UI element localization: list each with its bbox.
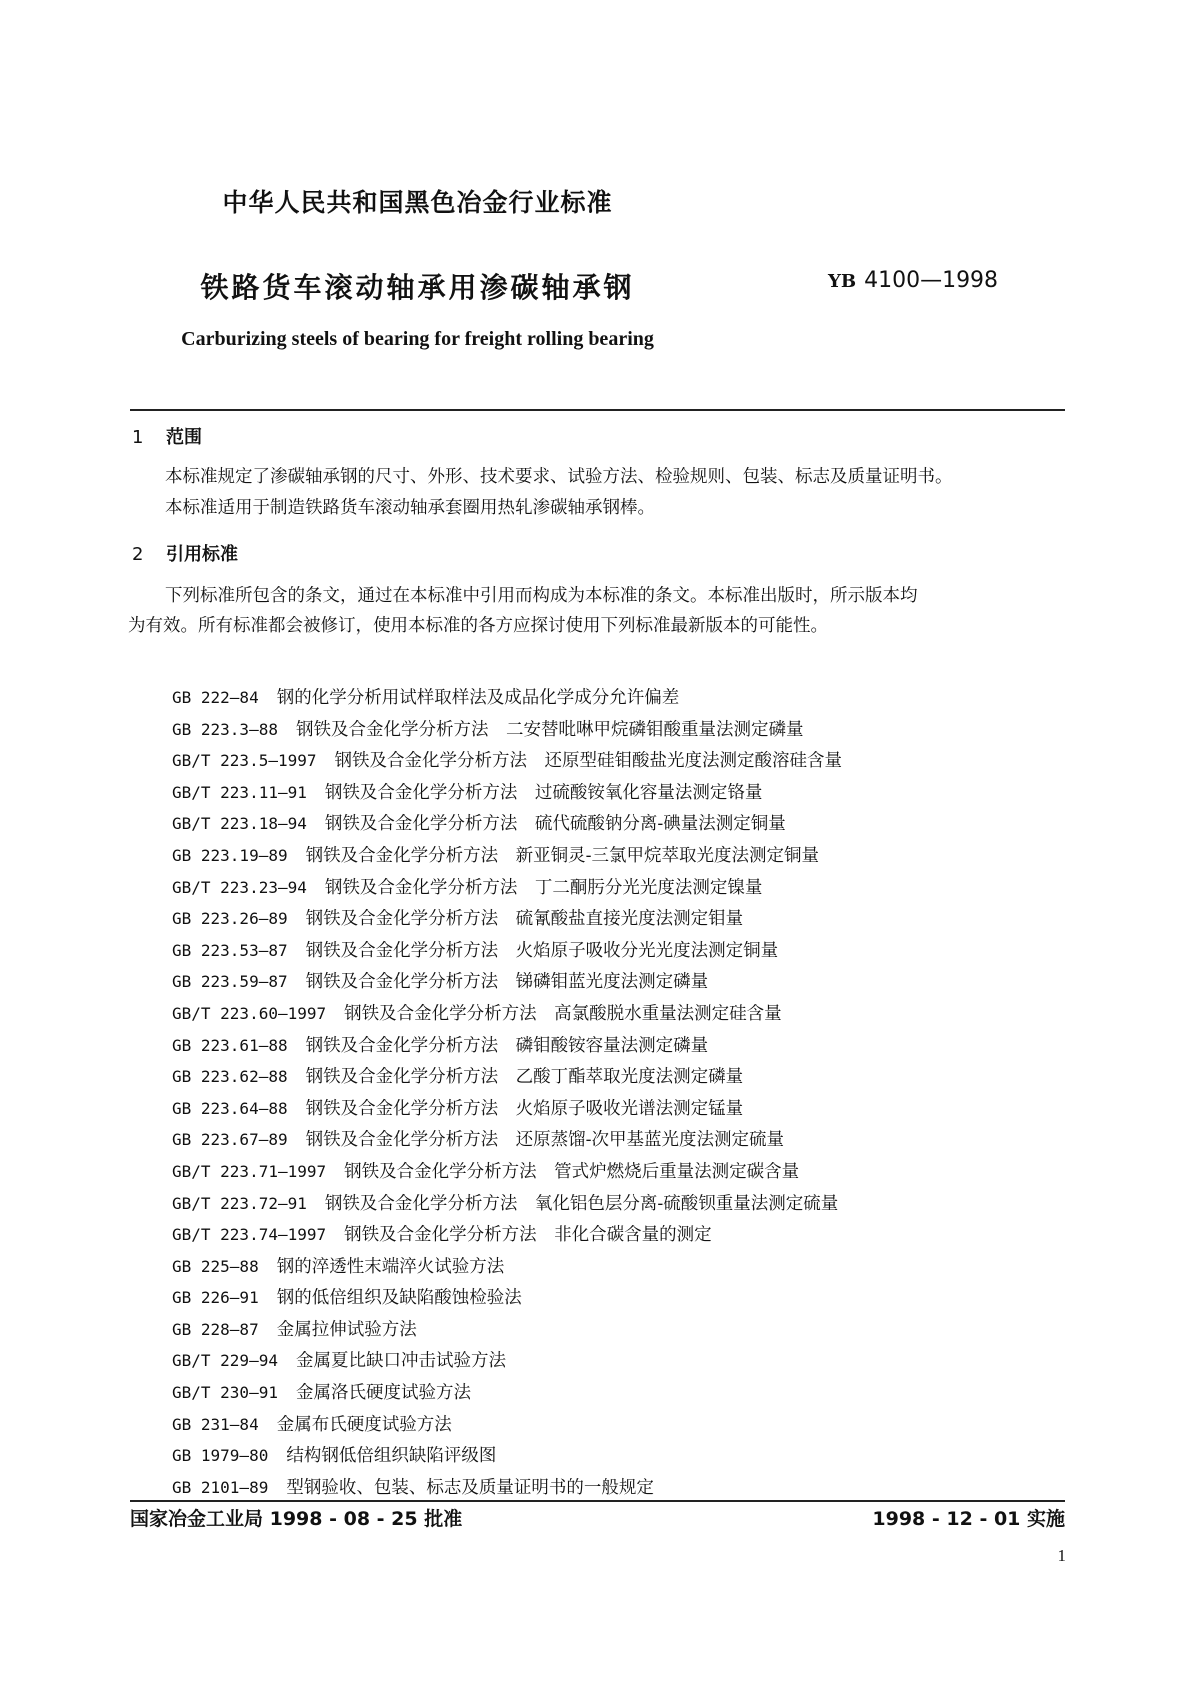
- reference-title: 钢铁及合金化学分析方法 还原蒸馏-次甲基蓝光度法测定硫量: [305, 1130, 785, 1151]
- reference-item: [172, 808, 842, 840]
- reference-title: 钢铁及合金化学分析方法 新亚铜灵-三氯甲烷萃取光度法测定铜量: [305, 845, 820, 866]
- reference-code: GB 223.67—89: [172, 1130, 288, 1150]
- reference-title: 钢铁及合金化学分析方法 管式炉燃烧后重量法测定碳含量: [344, 1161, 800, 1182]
- reference-item: [172, 903, 842, 935]
- reference-title: 钢铁及合金化学分析方法 磷钼酸铵容量法测定磷量: [305, 1035, 709, 1056]
- reference-title: 金属拉伸试验方法: [276, 1319, 417, 1340]
- doc-title: 铁路货车滚动轴承用渗碳轴承钢: [200, 271, 635, 304]
- reference-code: GB 228—87: [172, 1319, 259, 1339]
- reference-title: 型钢验收、包装、标志及质量证明书的一般规定: [286, 1477, 654, 1498]
- references-intro-line-1: 下列标准所包含的条文，通过在本标准中引用而构成为本标准的条文。本标准出版时，所示版本均: [165, 586, 918, 606]
- reference-title: 钢铁及合金化学分析方法 丁二酮肟分光光度法测定镍量: [324, 877, 763, 898]
- reference-item: [172, 1409, 842, 1441]
- reference-title: 钢铁及合金化学分析方法 火焰原子吸收光谱法测定锰量: [305, 1098, 744, 1119]
- reference-code: GB/T 223.72—91: [172, 1193, 307, 1213]
- reference-title: 钢铁及合金化学分析方法 火焰原子吸收分光光度法测定铜量: [305, 940, 779, 961]
- reference-item: [172, 998, 842, 1030]
- section-number: 2: [132, 544, 144, 565]
- reference-title: 钢铁及合金化学分析方法 过硫酸铵氧化容量法测定铬量: [324, 782, 763, 803]
- reference-title: 钢铁及合金化学分析方法 二安替吡啉甲烷磷钼酸重量法测定磷量: [295, 719, 804, 740]
- reference-code: GB 223.61—88: [172, 1035, 288, 1055]
- section-heading-scope: [132, 423, 202, 449]
- reference-title: 结构钢低倍组织缺陷评级图: [286, 1446, 497, 1467]
- section-title: 范围: [166, 427, 202, 448]
- org-title: 中华人民共和国黑色冶金行业标准: [222, 188, 613, 217]
- scope-paragraph-2: 本标准适用于制造铁路货车滚动轴承套圈用热轧渗碳轴承钢棒。: [165, 498, 655, 518]
- reference-title: 钢的淬透性末端淬火试验方法: [276, 1256, 505, 1277]
- reference-item: [172, 745, 842, 777]
- reference-item: [172, 1219, 842, 1251]
- reference-item: [172, 682, 842, 714]
- reference-list: [172, 682, 842, 1503]
- reference-item: [172, 1251, 842, 1283]
- reference-item: [172, 1314, 842, 1346]
- english-title: Carburizing steels of bearing for freight rolling bearing: [181, 328, 654, 350]
- reference-code: GB/T 223.5—1997: [172, 751, 317, 771]
- reference-code: GB/T 223.74—1997: [172, 1225, 327, 1245]
- section-number: 1: [132, 427, 144, 448]
- reference-code: GB/T 223.23—94: [172, 877, 307, 897]
- reference-code: GB 225—88: [172, 1256, 259, 1276]
- section-title: 引用标准: [166, 544, 238, 565]
- reference-code: GB 223.64—88: [172, 1098, 288, 1118]
- implementation-date: 1998 - 12 - 01 实施: [872, 1508, 1065, 1530]
- standard-prefix: YB: [828, 271, 857, 292]
- reference-code: GB 226—91: [172, 1288, 259, 1308]
- footer-divider: [130, 1500, 1065, 1502]
- reference-title: 钢的化学分析用试样取样法及成品化学成分允许偏差: [276, 688, 680, 708]
- reference-code: GB/T 223.18—94: [172, 814, 307, 834]
- reference-item: [172, 1377, 842, 1409]
- reference-title: 钢铁及合金化学分析方法 还原型硅钼酸盐光度法测定酸溶硅含量: [334, 751, 842, 772]
- references-intro-line-2: 为有效。所有标准都会被修订，使用本标准的各方应探讨使用下列标准最新版本的可能性。: [128, 616, 828, 636]
- reference-item: [172, 1093, 842, 1125]
- reference-title: 钢的低倍组织及缺陷酸蚀检验法: [276, 1288, 522, 1309]
- reference-title: 钢铁及合金化学分析方法 氧化铝色层分离-硫酸钡重量法测定硫量: [324, 1193, 839, 1214]
- reference-title: 金属夏比缺口冲击试验方法: [295, 1351, 506, 1372]
- reference-code: GB 223.62—88: [172, 1067, 288, 1087]
- page-number: 1: [1057, 1546, 1066, 1565]
- reference-item: [172, 1282, 842, 1314]
- reference-code: GB/T 223.11—91: [172, 782, 307, 802]
- reference-title: 钢铁及合金化学分析方法 硫代硫酸钠分离-碘量法测定铜量: [324, 814, 786, 835]
- standard-number: [828, 268, 998, 293]
- reference-code: GB 2101—89: [172, 1477, 269, 1497]
- reference-code: GB 1979—80: [172, 1446, 269, 1466]
- reference-title: 钢铁及合金化学分析方法 锑磷钼蓝光度法测定磷量: [305, 972, 709, 993]
- reference-item: [172, 777, 842, 809]
- reference-title: 金属布氏硬度试验方法: [276, 1414, 452, 1435]
- reference-item: [172, 935, 842, 967]
- reference-code: GB 222—84: [172, 688, 259, 707]
- reference-code: GB 223.3—88: [172, 719, 278, 739]
- reference-item: [172, 840, 842, 872]
- scope-paragraph-1: 本标准规定了渗碳轴承钢的尺寸、外形、技术要求、试验方法、检验规则、包装、标志及质量证明书。: [165, 467, 953, 487]
- reference-title: 钢铁及合金化学分析方法 硫氰酸盐直接光度法测定钼量: [305, 909, 744, 930]
- reference-item: [172, 1472, 842, 1504]
- reference-code: GB 223.53—87: [172, 940, 288, 960]
- reference-item: [172, 1440, 842, 1472]
- reference-code: GB 223.26—89: [172, 909, 288, 929]
- header-divider: [130, 409, 1065, 411]
- section-heading-references: [132, 540, 238, 566]
- reference-item: [172, 1156, 842, 1188]
- reference-code: GB/T 230—91: [172, 1383, 278, 1403]
- reference-code: GB/T 223.71—1997: [172, 1161, 327, 1181]
- reference-item: [172, 1124, 842, 1156]
- reference-code: GB 223.19—89: [172, 845, 288, 865]
- reference-code: GB 223.59—87: [172, 972, 288, 992]
- reference-title: 钢铁及合金化学分析方法 非化合碳含量的测定: [344, 1225, 712, 1246]
- reference-item: [172, 1030, 842, 1062]
- reference-item: [172, 1061, 842, 1093]
- reference-title: 钢铁及合金化学分析方法 乙酸丁酯萃取光度法测定磷量: [305, 1067, 744, 1088]
- reference-item: [172, 1345, 842, 1377]
- standard-code: 4100—1998: [864, 268, 999, 293]
- reference-code: GB/T 229—94: [172, 1351, 278, 1371]
- reference-item: [172, 1188, 842, 1220]
- reference-title: 金属洛氏硬度试验方法: [295, 1383, 471, 1404]
- reference-item: [172, 872, 842, 904]
- reference-title: 钢铁及合金化学分析方法 高氯酸脱水重量法测定硅含量: [344, 1003, 782, 1024]
- reference-code: GB 231—84: [172, 1414, 259, 1434]
- approval-date: 国家冶金工业局 1998 - 08 - 25 批准: [130, 1508, 463, 1530]
- reference-code: GB/T 223.60—1997: [172, 1003, 327, 1023]
- reference-item: [172, 966, 842, 998]
- reference-item: [172, 714, 842, 746]
